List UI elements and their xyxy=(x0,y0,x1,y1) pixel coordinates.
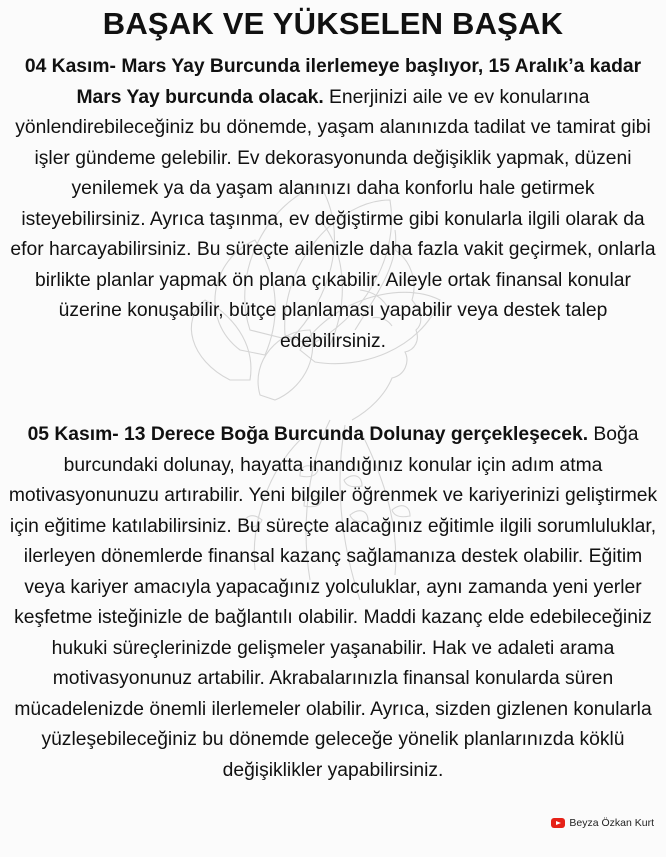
section-full-moon-taurus xyxy=(8,420,658,786)
section-heading: 04 Kasım- Mars Yay Burcunda ilerlemeye başlıyor, 15 Aralık’a kadar Mars Yay burcunda olacak. xyxy=(24,56,642,108)
author-name: Beyza Özkan Kurt xyxy=(569,817,654,829)
page-title: BAŞAK VE YÜKSELEN BAŞAK xyxy=(102,6,564,41)
section-body: Enerjinizi aile ve ev konularına yönlendirebileceğiniz bu dönemde, yaşam alanınızda tadilat ve tamirat gibi işler gündeme gelebilir. Ev dekorasyonunda değişiklik yapmak, düzeni yenilemek ya da yaşam alanınızı daha konforlu hale getirmek isteyebilirsiniz. Ayrıca taşınma, ev değiştirme gibi konularla ilgili olarak da efor harcayabilirsiniz. Bu süreçte ailenizle daha fazla vakit geçirmek, onlarla birlikte planlar yapmak ön plana çıkabilir. Aileyle ortak finansal konular üzerine konuşabilir, bütçe planlaması yapabilir veya destek talep edebilirsiniz. xyxy=(10,86,656,352)
youtube-icon xyxy=(551,818,565,828)
section-body: Boğa burcundaki dolunay, hayatta inandığınız konular için adım atma motivasyonunuzu artırabilir. Yeni bilgiler öğrenmek ve kariyerinizi geliştirmek için eğitime katılabilirsiniz. Bu süreçte alacağınız eğitimle ilgili sorumluluklar, ilerleyen dönemlerde finansal kazanç sağlamanıza destek olabilir. Eğitim veya kariyer amacıyla yapacağınız yolculuklar, aynı zamanda yeni yerler keşfetme isteğinizle de bağlantılı olabilir. Maddi kazanç elde edebileceğiniz hukuki süreçlerinizde gelişmeler yaşanabilir. Hak ve adaleti arama motivasyonunuz artabilir. Akrabalarınızla finansal konularda süren mücadelenizde önemli ilerlemeler olabilir. Ayrıca, sizden gizlenen konularla yüzleşebileceğiniz bu dönemde geleceğe yönelik planlarınızda köklü değişiklikler yapabilirsiniz. xyxy=(8,424,658,781)
section-heading: 05 Kasım- 13 Derece Boğa Burcunda Dolunay gerçekleşecek. xyxy=(27,424,589,445)
section-mars-sagittarius xyxy=(8,52,658,357)
author-credit xyxy=(551,817,654,829)
